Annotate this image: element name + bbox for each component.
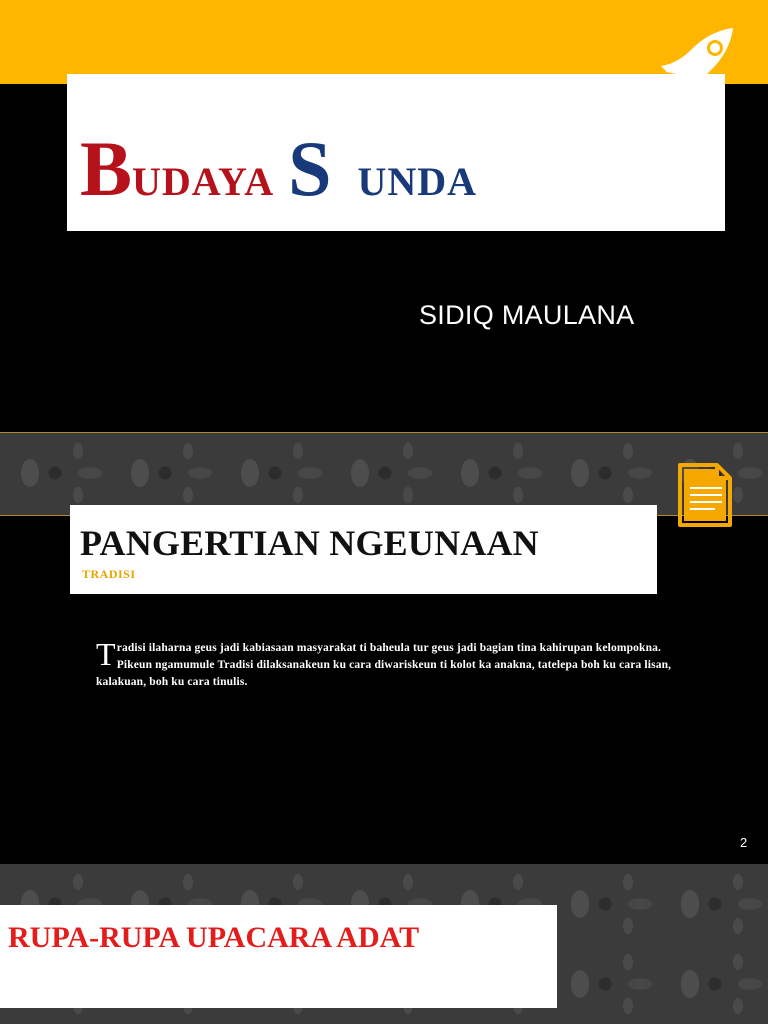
- body-paragraph: [96, 636, 686, 691]
- top-accent-bar: [0, 0, 768, 84]
- title-box: [67, 74, 725, 231]
- slide-2: [0, 432, 768, 864]
- heading-box: [70, 505, 657, 594]
- slide-1: [0, 0, 768, 432]
- body-text: radisi ilaharna geus jadi kabiasaan masyarakat ti baheula tur geus jadi bagian tina kahirupan kelompokna. Pikeun ngamumule Tradisi dilaksanakeun ku cara diwariskeun ti kolot ka anakna, tatelepa boh ku cara lisan, kalakuan, boh ku cara tinulis.: [96, 642, 672, 688]
- damask-band: [0, 432, 768, 516]
- document-icon: [677, 462, 733, 528]
- slide-heading: PANGERTIAN NGEUNAAN: [80, 523, 539, 563]
- drop-cap: T: [96, 636, 116, 672]
- author-name: SIDIQ MAULANA: [419, 300, 635, 330]
- title-word-budaya: UDAYA: [132, 159, 275, 204]
- presentation-title: [80, 125, 478, 212]
- page-number: 2: [740, 835, 748, 850]
- title-initial-s: S: [288, 125, 332, 212]
- title-word-sunda: UNDA: [357, 159, 478, 204]
- title-initial-b: B: [80, 125, 133, 212]
- heading-box: [0, 905, 557, 1008]
- slide-heading: RUPA-RUPA UPACARA ADAT: [8, 921, 420, 954]
- slide-subheading: TRADISI: [82, 567, 136, 581]
- slide-3: [0, 864, 768, 1024]
